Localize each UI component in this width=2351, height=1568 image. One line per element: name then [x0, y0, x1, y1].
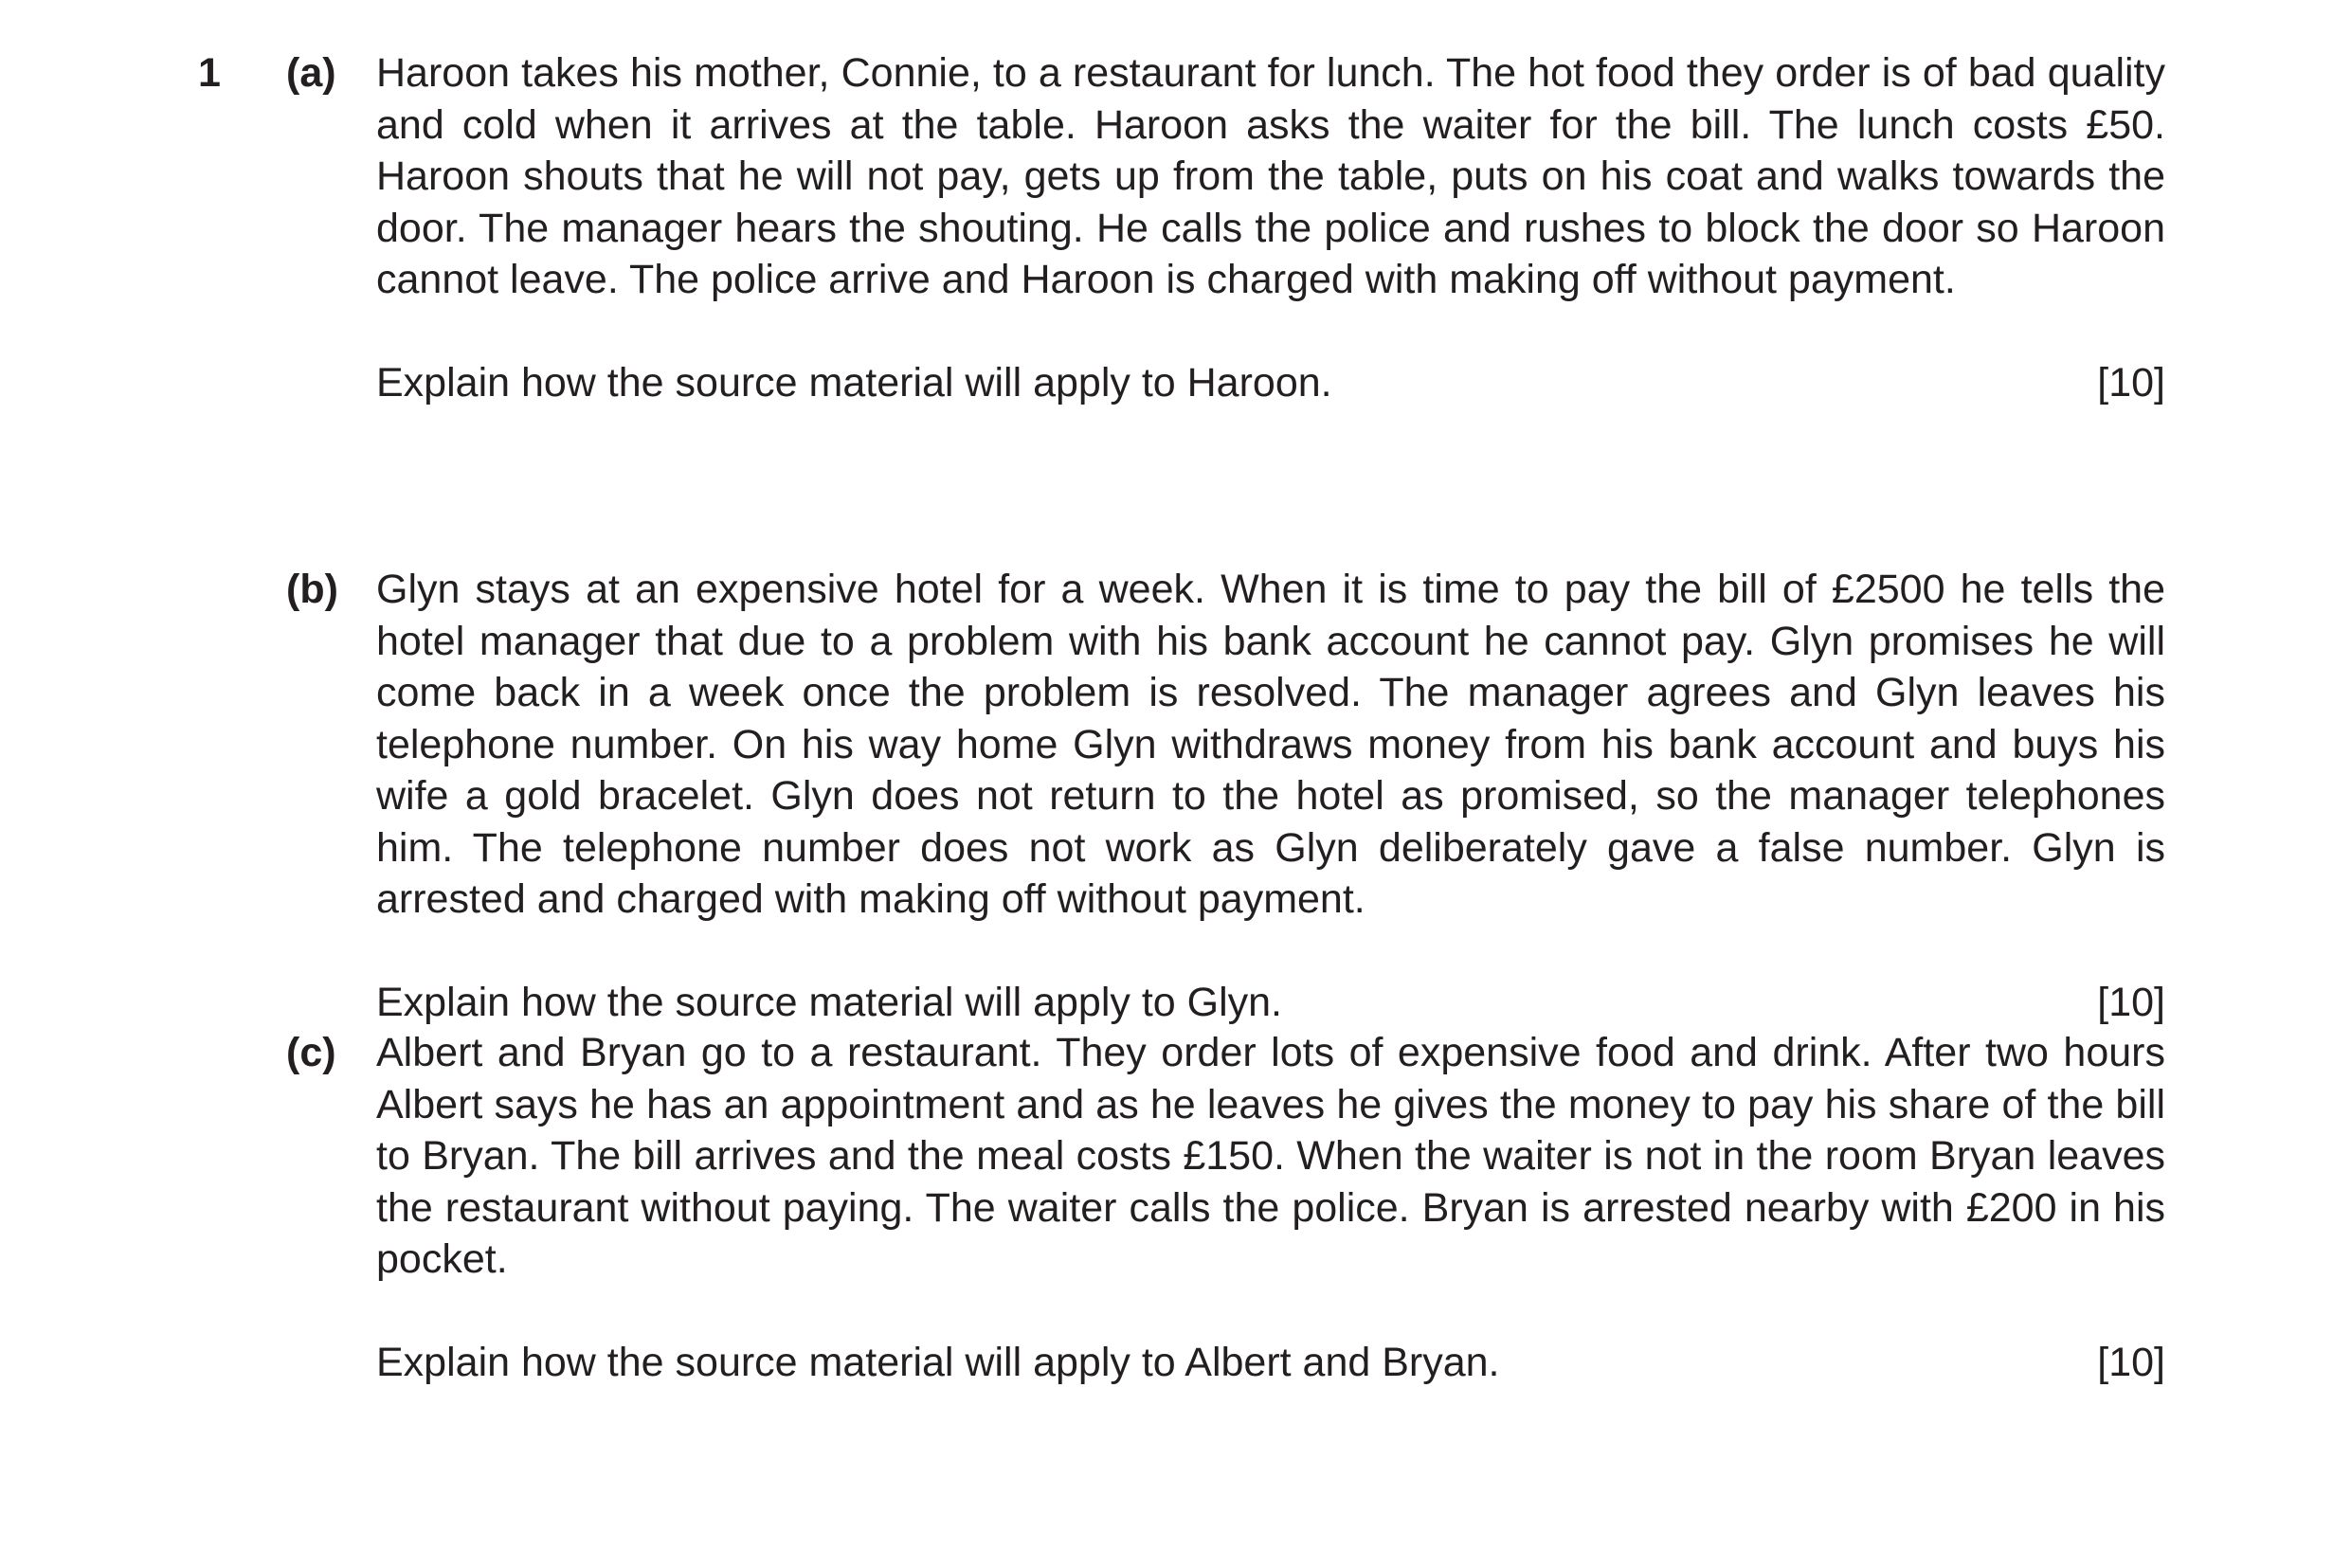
instruction-text: Explain how the source material will apply to Albert and Bryan. [376, 1339, 1500, 1385]
marks-allocation: [10] [2097, 979, 2165, 1025]
scenario-text: Haroon takes his mother, Connie, to a restaurant for lunch. The hot food they order is of bad quality and cold when it arrives at the table. Haroon asks the waiter for the bill. The lunch costs £50. Haroon shouts that he will not pay, gets up from the table, puts on his coat and walks towards the door. The manager hears the shouting. He calls the police and rushes to block the door so Haroon cannot leave. The police arrive and Haroon is charged with making off without payment. [376, 50, 2165, 302]
part-label: (a) [286, 50, 336, 96]
instruction-row [376, 357, 2165, 409]
part-body [376, 564, 2165, 1029]
instruction-text: Explain how the source material will apply to Haroon. [376, 359, 1332, 406]
marks-allocation: [10] [2097, 359, 2165, 406]
marks-allocation: [10] [2097, 1339, 2165, 1385]
part-label: (c) [286, 1030, 336, 1075]
question-number: 1 [198, 50, 221, 96]
part-body [376, 47, 2165, 409]
instruction-row [376, 1337, 2165, 1389]
part-label: (b) [286, 567, 338, 612]
instruction-text: Explain how the source material will apply to Glyn. [376, 979, 1282, 1025]
scenario-text: Albert and Bryan go to a restaurant. They order lots of expensive food and drink. After two hours Albert says he has an appointment and as he leaves he gives the money to pay his share of the bill to Bryan. The bill arrives and the meal costs £150. When the waiter is not in the room Bryan leaves the restaurant without paying. The waiter calls the police. Bryan is arrested nearby with £200 in his pocket. [376, 1030, 2165, 1282]
scenario-text: Glyn stays at an expensive hotel for a week. When it is time to pay the bill of £2500 he tells the hotel manager that due to a problem with his bank account he cannot pay. Glyn promises he will come back in a week once the problem is resolved. The manager agrees and Glyn leaves his telephone number. On his way home Glyn withdraws money from his bank account and buys his wife a gold bracelet. Glyn does not return to the hotel as promised, so the manager telephones him. The telephone number does not work as Glyn deliberately gave a false number. Glyn is arrested and charged with making off without payment. [376, 567, 2165, 922]
instruction-row [376, 977, 2165, 1029]
part-body [376, 1027, 2165, 1389]
